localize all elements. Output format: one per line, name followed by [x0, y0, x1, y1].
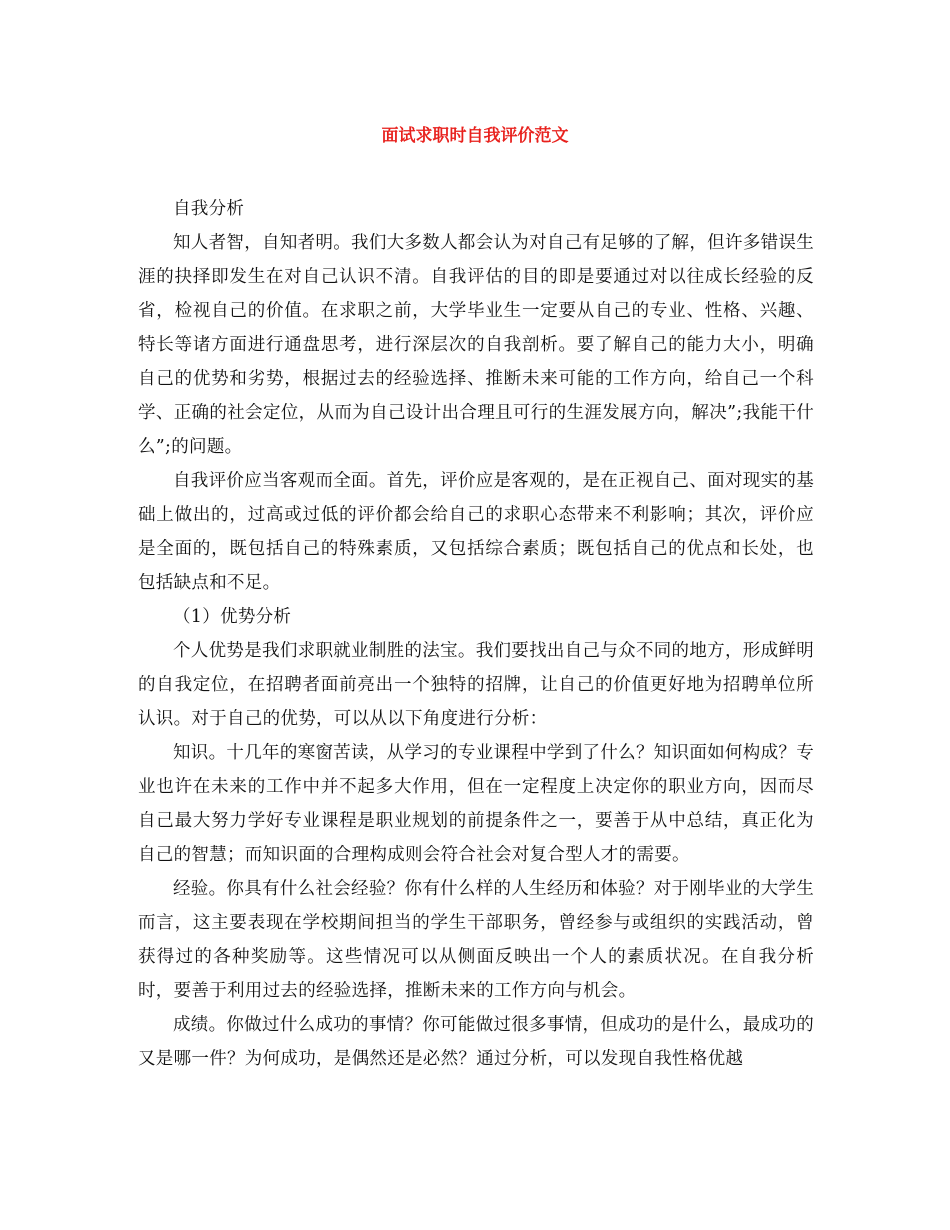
document-title: 面试求职时自我评价范文 — [381, 126, 569, 146]
paragraph-knowledge: 知识。十几年的寒窗苦读，从学习的专业课程中学到了什么？知识面如何构成？专业也许在未来的工作中并不起多大作用，但在一定程度上决定你的职业方向，因而尽自己最大努力学好专业课程是职业规划的前提条件之一，要善于从中总结，真正化为自己的智慧；而知识面的合理构成则会符合社会对复合型人才的需要。 — [138, 743, 814, 865]
subheading-advantage-analysis: （1）优势分析 — [173, 607, 292, 627]
paragraph-achievements: 成绩。你做过什么成功的事情？你可能做过很多事情，但成功的是什么，最成功的又是哪一件？为何成功，是偶然还是必然？通过分析，可以发现自我性格优越 — [138, 1015, 814, 1069]
paragraph-experience: 经验。你具有什么社会经验？你有什么样的人生经历和体验？对于刚毕业的大学生而言，这主要表现在学校期间担当的学生干部职务，曾经参与或组织的实践活动，曾获得过的各种奖励等。这些情况可以从侧面反映出一个人的素质状况。在自我分析时，要善于利用过去的经验选择，推断未来的工作方向与机会。 — [138, 879, 814, 1001]
document-body — [138, 192, 814, 1076]
paragraph-self-knowledge: 知人者智，自知者明。我们大多数人都会认为对自己有足够的了解，但许多错误生涯的抉择即发生在对自己认识不清。自我评估的目的即是要通过对以往成长经验的反省，检视自己的价值。在求职之前，大学毕业生一定要从自己的专业、性格、兴趣、特长等诸方面进行通盘思考，进行深层次的自我剖析。要了解自己的能力大小，明确自己的优势和劣势，根据过去的经验选择、推断未来可能的工作方向，给自己一个科学、正确的社会定位，从而为自己设计出合理且可行的生涯发展方向，解决”;我能干什么”;的问题。 — [138, 233, 814, 457]
paragraph-objective-evaluation: 自我评价应当客观而全面。首先，评价应是客观的，是在正视自己、面对现实的基础上做出的，过高或过低的评价都会给自己的求职心态带来不利影响；其次，评价应是全面的，既包括自己的特殊素质，又包括综合素质；既包括自己的优点和长处，也包括缺点和不足。 — [138, 471, 814, 593]
section-heading-self-analysis: 自我分析 — [173, 199, 245, 219]
paragraph-personal-advantage: 个人优势是我们求职就业制胜的法宝。我们要找出自己与众不同的地方，形成鲜明的自我定位，在招聘者面前亮出一个独特的招牌，让自己的价值更好地为招聘单位所认识。对于自己的优势，可以从以下角度进行分析： — [138, 641, 814, 729]
